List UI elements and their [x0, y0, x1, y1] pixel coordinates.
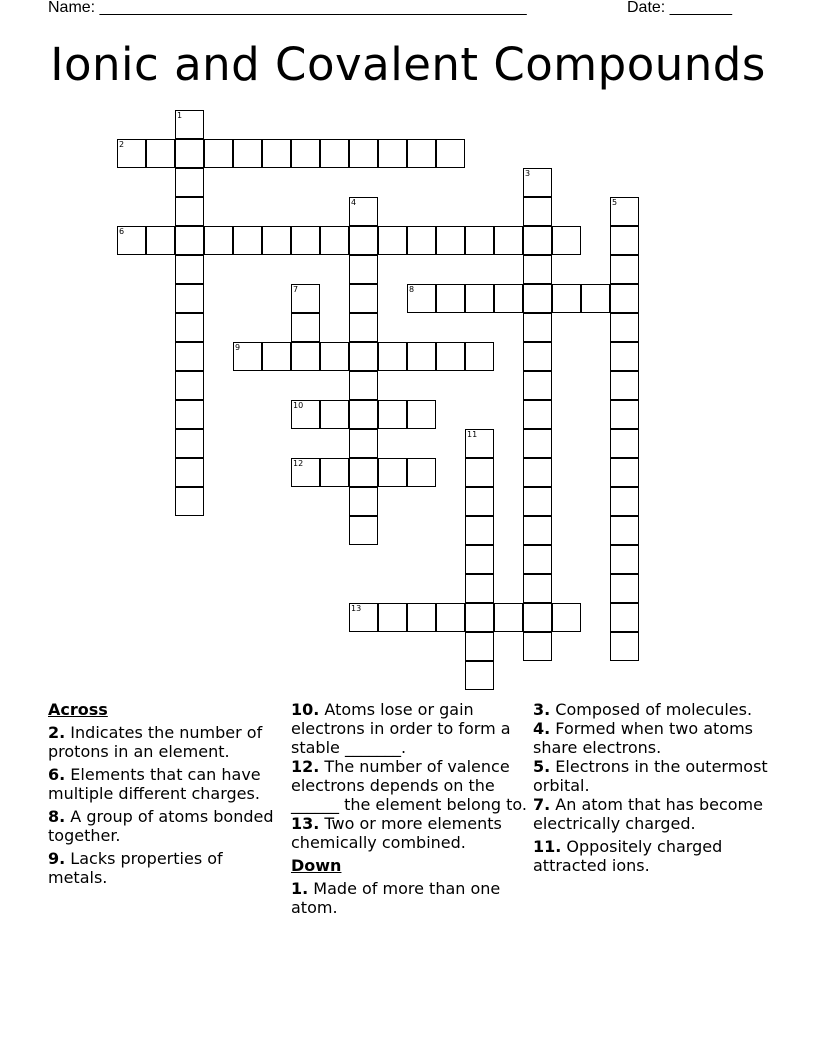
grid-cell[interactable]: [523, 487, 552, 516]
clue-across-2: 2. Indicates the number of protons in an element.: [48, 723, 263, 761]
grid-cell[interactable]: [465, 661, 494, 690]
grid-cell[interactable]: [436, 139, 465, 168]
grid-cell[interactable]: [436, 226, 465, 255]
grid-cell[interactable]: [204, 139, 233, 168]
grid-cell[interactable]: [349, 371, 378, 400]
grid-cell[interactable]: [262, 342, 291, 371]
grid-cell[interactable]: [175, 458, 204, 487]
clue-number-label: 3: [525, 169, 531, 178]
clue-across-13: 13. Two or more elements chemically combined.: [291, 814, 502, 852]
date-field-label: Date: _______: [627, 0, 732, 16]
grid-cell[interactable]: [146, 226, 175, 255]
grid-cell[interactable]: [378, 226, 407, 255]
grid-cell[interactable]: [175, 255, 204, 284]
grid-cell[interactable]: [407, 226, 436, 255]
grid-cell[interactable]: [523, 400, 552, 429]
grid-cell[interactable]: [378, 400, 407, 429]
grid-cell[interactable]: [175, 429, 204, 458]
grid-cell[interactable]: [465, 516, 494, 545]
grid-cell[interactable]: [581, 284, 610, 313]
grid-cell[interactable]: [436, 342, 465, 371]
clue-down-7: 7. An atom that has become electrically charged.: [533, 795, 763, 833]
grid-cell[interactable]: [407, 139, 436, 168]
grid-cell[interactable]: [320, 139, 349, 168]
grid-cell[interactable]: [320, 458, 349, 487]
grid-cell[interactable]: [523, 458, 552, 487]
grid-cell[interactable]: [494, 603, 523, 632]
clue-across-10: 10. Atoms lose or gain electrons in order to form a stable _______.: [291, 700, 511, 757]
grid-cell[interactable]: [349, 342, 378, 371]
clue-number-label: 1: [177, 111, 183, 120]
clue-number-label: 10: [293, 401, 304, 410]
grid-cell[interactable]: [378, 603, 407, 632]
clue-column-2: [291, 700, 529, 921]
grid-cell[interactable]: [233, 139, 262, 168]
grid-cell[interactable]: [233, 226, 262, 255]
grid-cell[interactable]: [349, 400, 378, 429]
grid-cell[interactable]: [291, 139, 320, 168]
grid-cell[interactable]: [407, 603, 436, 632]
grid-cell[interactable]: [378, 458, 407, 487]
clue-down-4: 4. Formed when two atoms share electrons.: [533, 719, 754, 757]
grid-cell[interactable]: [610, 487, 639, 516]
grid-cell[interactable]: [436, 284, 465, 313]
clue-number-label: 6: [119, 227, 125, 236]
grid-cell[interactable]: [610, 516, 639, 545]
grid-cell[interactable]: [349, 284, 378, 313]
grid-cell[interactable]: [349, 313, 378, 342]
grid-cell[interactable]: [349, 458, 378, 487]
grid-cell[interactable]: [291, 313, 320, 342]
grid-cell[interactable]: [465, 603, 494, 632]
grid-cell[interactable]: [523, 255, 552, 284]
grid-cell[interactable]: [175, 168, 204, 197]
grid-cell[interactable]: [610, 429, 639, 458]
grid-cell[interactable]: [349, 487, 378, 516]
clue-number-label: 9: [235, 343, 241, 352]
grid-cell[interactable]: [175, 487, 204, 516]
grid-cell[interactable]: [407, 400, 436, 429]
down-heading: Down: [291, 856, 342, 875]
grid-cell[interactable]: [175, 342, 204, 371]
grid-cell[interactable]: [494, 284, 523, 313]
grid-cell[interactable]: [175, 400, 204, 429]
clue-across-12: 12. The number of valence electrons depends on the ______ the element belong to.: [291, 757, 527, 814]
grid-cell[interactable]: [320, 400, 349, 429]
clue-across-8: 8. A group of atoms bonded together.: [48, 807, 274, 845]
grid-cell[interactable]: [349, 255, 378, 284]
grid-cell[interactable]: [175, 284, 204, 313]
clue-number-label: 12: [293, 459, 304, 468]
page-title: Ionic and Covalent Compounds: [50, 38, 766, 91]
clue-number-label: 2: [119, 140, 125, 149]
grid-cell[interactable]: [378, 139, 407, 168]
grid-cell[interactable]: [175, 371, 204, 400]
grid-cell[interactable]: [291, 226, 320, 255]
clue-column-1: [48, 700, 286, 891]
grid-cell[interactable]: [291, 342, 320, 371]
grid-cell[interactable]: [175, 197, 204, 226]
grid-cell[interactable]: [523, 429, 552, 458]
clue-across-9: 9. Lacks properties of metals.: [48, 849, 223, 887]
grid-cell[interactable]: [523, 545, 552, 574]
name-field-label: Name: ________________________________________________: [48, 0, 527, 16]
grid-cell[interactable]: [610, 255, 639, 284]
grid-cell[interactable]: [465, 226, 494, 255]
grid-cell[interactable]: [610, 458, 639, 487]
grid-cell[interactable]: [610, 284, 639, 313]
grid-cell[interactable]: [349, 226, 378, 255]
grid-cell[interactable]: [523, 632, 552, 661]
clue-down-5: 5. Electrons in the outermost orbital.: [533, 757, 768, 795]
grid-cell[interactable]: [204, 226, 233, 255]
grid-cell[interactable]: [610, 371, 639, 400]
grid-cell[interactable]: [523, 342, 552, 371]
grid-cell[interactable]: [523, 574, 552, 603]
grid-cell[interactable]: [610, 632, 639, 661]
grid-cell[interactable]: [262, 139, 291, 168]
grid-cell[interactable]: [523, 313, 552, 342]
clue-column-3: [533, 700, 771, 879]
grid-cell[interactable]: [465, 545, 494, 574]
grid-cell[interactable]: [610, 342, 639, 371]
grid-cell[interactable]: [610, 574, 639, 603]
grid-cell[interactable]: [465, 574, 494, 603]
grid-cell[interactable]: [465, 284, 494, 313]
grid-cell[interactable]: [407, 458, 436, 487]
grid-cell[interactable]: [494, 226, 523, 255]
clue-number-label: 8: [409, 285, 415, 294]
grid-cell[interactable]: [146, 139, 175, 168]
grid-cell[interactable]: [610, 400, 639, 429]
grid-cell[interactable]: [610, 545, 639, 574]
grid-cell[interactable]: [523, 226, 552, 255]
grid-cell[interactable]: [523, 516, 552, 545]
grid-cell[interactable]: [523, 284, 552, 313]
grid-cell[interactable]: [175, 226, 204, 255]
clue-number-label: 13: [351, 604, 362, 613]
grid-cell[interactable]: [320, 226, 349, 255]
grid-cell[interactable]: [552, 603, 581, 632]
grid-cell[interactable]: [610, 603, 639, 632]
clue-down-1: 1. Made of more than one atom.: [291, 879, 501, 917]
clue-number-label: 5: [612, 198, 618, 207]
grid-cell[interactable]: [407, 342, 436, 371]
clue-across-6: 6. Elements that can have multiple different charges.: [48, 765, 261, 803]
grid-cell[interactable]: [552, 284, 581, 313]
grid-cell[interactable]: [378, 342, 407, 371]
clue-number-label: 4: [351, 198, 357, 207]
grid-cell[interactable]: [349, 429, 378, 458]
grid-cell[interactable]: [320, 342, 349, 371]
grid-cell[interactable]: [175, 139, 204, 168]
grid-cell[interactable]: [465, 487, 494, 516]
clue-down-11: 11. Oppositely charged attracted ions.: [533, 837, 723, 875]
grid-cell[interactable]: [175, 313, 204, 342]
grid-cell[interactable]: [523, 603, 552, 632]
grid-cell[interactable]: [349, 139, 378, 168]
clue-number-label: 7: [293, 285, 299, 294]
across-heading: Across: [48, 700, 108, 719]
grid-cell[interactable]: [610, 226, 639, 255]
grid-cell[interactable]: [523, 371, 552, 400]
grid-cell[interactable]: [349, 516, 378, 545]
grid-cell[interactable]: [465, 458, 494, 487]
clue-down-3: 3. Composed of molecules.: [533, 700, 753, 719]
grid-cell[interactable]: [465, 632, 494, 661]
grid-cell[interactable]: [610, 313, 639, 342]
grid-cell[interactable]: [552, 226, 581, 255]
grid-cell[interactable]: [523, 197, 552, 226]
grid-cell[interactable]: [465, 342, 494, 371]
grid-cell[interactable]: [262, 226, 291, 255]
grid-cell[interactable]: [436, 603, 465, 632]
clue-number-label: 11: [467, 430, 478, 439]
